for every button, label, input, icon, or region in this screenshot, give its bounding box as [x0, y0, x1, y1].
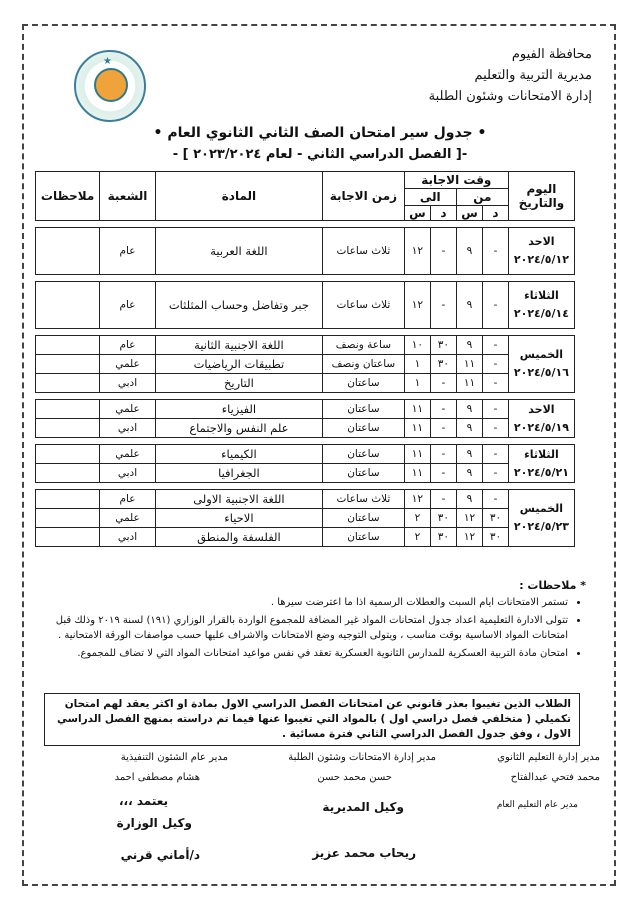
from-minute-cell: - — [483, 355, 509, 374]
from-minute-cell: - — [483, 464, 509, 483]
table-row — [36, 419, 575, 438]
notes-cell — [36, 419, 100, 438]
branch-cell: علمي — [100, 445, 156, 464]
header-to-hour: س — [404, 206, 430, 221]
from-hour-cell: ١٢ — [456, 509, 482, 528]
branch-cell: عام — [100, 282, 156, 329]
to-hour-cell: ٢ — [404, 509, 430, 528]
table-row — [36, 355, 575, 374]
from-minute-cell: - — [483, 228, 509, 275]
notes-cell — [36, 445, 100, 464]
issuing-authority — [429, 44, 592, 107]
from-hour-cell: ١١ — [456, 374, 482, 393]
subject-cell: اللغة الاجنبية الاولى — [155, 490, 322, 509]
to-minute-cell: - — [431, 228, 457, 275]
header-answer-time: وقت الاجابة — [404, 172, 508, 189]
exam-schedule-table — [35, 171, 575, 547]
from-minute-cell: - — [483, 336, 509, 355]
notes-cell — [36, 228, 100, 275]
directorate: مديرية التربية والتعليم — [474, 68, 592, 83]
subject-cell: اللغة الاجنبية الثانية — [155, 336, 322, 355]
duration-cell: ساعتان — [323, 400, 405, 419]
minister-deputy-title: وكيل الوزارة — [116, 816, 192, 830]
exam-date: ٢٠٢٤/٥/١٦ — [513, 366, 569, 379]
to-hour-cell: ١٢ — [404, 490, 430, 509]
day-name: الخميس — [519, 502, 564, 515]
from-hour-cell: ٩ — [456, 490, 482, 509]
subject-cell: اللغة العربية — [155, 228, 322, 275]
branch-cell: ادبي — [100, 419, 156, 438]
from-minute-cell: - — [483, 445, 509, 464]
subject-cell: علم النفس والاجتماع — [155, 419, 322, 438]
minister-deputy-name: د/أماني قرني — [120, 848, 200, 862]
duration-cell: ثلاث ساعات — [323, 490, 405, 509]
day-date-cell — [508, 445, 574, 483]
to-hour-cell: ١١ — [404, 464, 430, 483]
exam-date: ٢٠٢٤/٥/٢١ — [513, 465, 569, 479]
ministry-logo-icon: ★ — [74, 50, 146, 122]
table-row — [36, 282, 575, 329]
to-minute-cell: - — [431, 445, 457, 464]
header-from-hour: س — [456, 206, 482, 221]
department: إدارة الامتحانات وشئون الطلبة — [428, 89, 592, 104]
day-name: الخميس — [519, 348, 564, 361]
branch-cell: علمي — [100, 400, 156, 419]
deputy-director-title: وكيل المديرية — [322, 800, 404, 814]
day-date-cell — [508, 336, 574, 393]
duration-cell: ساعتان — [323, 445, 405, 464]
notes-cell — [36, 336, 100, 355]
from-minute-cell: - — [483, 400, 509, 419]
day-date-cell — [508, 282, 574, 329]
table-row — [36, 400, 575, 419]
branch-cell: علمي — [100, 355, 156, 374]
notes-cell — [36, 528, 100, 547]
notes-cell — [36, 400, 100, 419]
subject-cell: الاحياء — [155, 509, 322, 528]
to-hour-cell: ١ — [404, 374, 430, 393]
to-hour-cell: ١٢ — [404, 228, 430, 275]
to-hour-cell: ١١ — [404, 419, 430, 438]
document-title: • جدول سير امتحان الصف الثاني الثانوي العام • — [153, 125, 487, 141]
from-hour-cell: ٩ — [456, 419, 482, 438]
subject-cell: الجغرافيا — [155, 464, 322, 483]
exams-director-title: مدير إدارة الامتحانات وشئون الطلبة — [288, 752, 436, 763]
subject-cell: التاريخ — [155, 374, 322, 393]
to-hour-cell: ١٠ — [404, 336, 430, 355]
header-day-date: اليوم والتاريخ — [508, 172, 574, 221]
approved-label: يعتمد ،،، — [118, 794, 168, 808]
duration-cell: ساعتان — [323, 419, 405, 438]
to-minute-cell: - — [431, 419, 457, 438]
notes-section — [40, 578, 586, 664]
branch-cell: علمي — [100, 509, 156, 528]
exam-date: ٢٠٢٤/٥/١٩ — [513, 420, 569, 434]
header-to: الى — [404, 189, 456, 206]
to-minute-cell: - — [431, 400, 457, 419]
notes-cell — [36, 509, 100, 528]
to-hour-cell: ١١ — [404, 400, 430, 419]
header-notes: ملاحظات — [36, 172, 100, 221]
from-hour-cell: ٩ — [456, 282, 482, 329]
header-subject: المادة — [155, 172, 322, 221]
notes-heading: * ملاحظات : — [519, 579, 586, 592]
day-name: الاحد — [528, 235, 555, 248]
note-item: • امتحان مادة التربية العسكرية للمدارس الثانوية العسكرية تعقد في نفس مواعيد امتحانات المواد التي لا تضاف للمجموع. — [40, 646, 568, 661]
branch-cell: عام — [100, 228, 156, 275]
governorate: محافظة الفيوم — [511, 47, 592, 62]
branch-cell: عام — [100, 490, 156, 509]
to-hour-cell: ١١ — [404, 445, 430, 464]
exams-director-name: حسن محمد حسن — [317, 772, 392, 783]
sec-director-title: مدير إدارة التعليم الثانوي — [497, 752, 600, 763]
duration-cell: ثلاث ساعات — [323, 228, 405, 275]
notes-cell — [36, 464, 100, 483]
duration-cell: ساعة ونصف — [323, 336, 405, 355]
exam-date: ٢٠٢٤/٥/٢٣ — [513, 520, 569, 533]
makeup-exam-notice: الطلاب الذين تغيبوا بعذر قانوني عن امتحانات الفصل الدراسي الاول بمادة او اكثر يعقد لهم امتحان تكميلي ( متخلفي فصل دراسي اول ) بالمواد التي تغيبوا عنها فيما تم دراسته بمنهج الفصل الدراسي الاول ، وفق جدول الفصل الدراسي الثاني فترة مسائية . — [44, 693, 580, 746]
exec-director-name: هشام مصطفى احمد — [114, 772, 200, 783]
to-hour-cell: ١٢ — [404, 282, 430, 329]
branch-cell: ادبي — [100, 464, 156, 483]
duration-cell: ساعتان — [323, 528, 405, 547]
day-name: الاحد — [528, 402, 555, 416]
duration-cell: ساعتان — [323, 509, 405, 528]
from-hour-cell: ٩ — [456, 464, 482, 483]
from-minute-cell: - — [483, 282, 509, 329]
day-name: الثلاثاء — [524, 447, 559, 461]
table-row — [36, 228, 575, 275]
header-duration: زمن الاجابة — [323, 172, 405, 221]
table-row — [36, 445, 575, 464]
branch-cell: ادبي — [100, 528, 156, 547]
exec-director-title: مدير عام الشئون التنفيذية — [120, 752, 228, 763]
day-date-cell — [508, 400, 574, 438]
deputy-director-name: ريحاب محمد عزيز — [312, 846, 416, 860]
to-hour-cell: ٢ — [404, 528, 430, 547]
header-to-minute: د — [431, 206, 457, 221]
to-minute-cell: - — [431, 374, 457, 393]
header-from: من — [456, 189, 508, 206]
to-minute-cell: ٣٠ — [431, 509, 457, 528]
from-hour-cell: ١١ — [456, 355, 482, 374]
day-name: الثلاثاء — [524, 289, 559, 302]
table-row — [36, 336, 575, 355]
subject-cell: جبر وتفاضل وحساب المثلثات — [155, 282, 322, 329]
from-hour-cell: ٩ — [456, 228, 482, 275]
subject-cell: تطبيقات الرياضيات — [155, 355, 322, 374]
table-row — [36, 464, 575, 483]
from-minute-cell: - — [483, 490, 509, 509]
from-minute-cell: - — [483, 374, 509, 393]
subject-cell: الفلسفة والمنطق — [155, 528, 322, 547]
from-hour-cell: ٩ — [456, 400, 482, 419]
to-minute-cell: - — [431, 282, 457, 329]
from-minute-cell: - — [483, 419, 509, 438]
subject-cell: الفيزياء — [155, 400, 322, 419]
header-branch: الشعبة — [100, 172, 156, 221]
to-minute-cell: - — [431, 490, 457, 509]
notes-cell — [36, 355, 100, 374]
gen-ed-director-title: مدير عام التعليم العام — [496, 800, 578, 810]
to-minute-cell: ٣٠ — [431, 336, 457, 355]
notes-cell — [36, 282, 100, 329]
header-from-minute: د — [483, 206, 509, 221]
from-minute-cell: ٣٠ — [483, 528, 509, 547]
notes-cell — [36, 490, 100, 509]
duration-cell: ساعتان — [323, 464, 405, 483]
note-item: • تستمر الامتحانات ايام السبت والعطلات الرسمية اذا ما اعترضت سيرها . — [40, 595, 568, 610]
to-minute-cell: ٣٠ — [431, 528, 457, 547]
day-date-cell — [508, 490, 574, 547]
table-row — [36, 374, 575, 393]
branch-cell: عام — [100, 336, 156, 355]
notes-cell — [36, 374, 100, 393]
branch-cell: ادبي — [100, 374, 156, 393]
from-hour-cell: ١٢ — [456, 528, 482, 547]
to-minute-cell: - — [431, 464, 457, 483]
day-date-cell — [508, 228, 574, 275]
table-row — [36, 509, 575, 528]
document-subtitle: -[ الفصل الدراسي الثاني - لعام ٢٠٢٣/٢٠٢٤ ] - — [172, 147, 468, 162]
duration-cell: ساعتان — [323, 374, 405, 393]
exam-date: ٢٠٢٤/٥/١٤ — [513, 307, 569, 320]
subject-cell: الكيمياء — [155, 445, 322, 464]
from-hour-cell: ٩ — [456, 445, 482, 464]
to-hour-cell: ١ — [404, 355, 430, 374]
table-row — [36, 490, 575, 509]
to-minute-cell: ٣٠ — [431, 355, 457, 374]
from-hour-cell: ٩ — [456, 336, 482, 355]
from-minute-cell: ٣٠ — [483, 509, 509, 528]
table-row — [36, 528, 575, 547]
sec-director-name: محمد فتحي عبدالفتاح — [510, 772, 600, 783]
duration-cell: ثلاث ساعات — [323, 282, 405, 329]
exam-date: ٢٠٢٤/٥/١٢ — [513, 253, 569, 266]
note-item: • تتولى الادارة التعليمية اعداد جدول امتحانات المواد غير المضافة للمجموع الواردة بالقرار الوزاري (١٩١) لسنة ٢٠١٩ وذلك قبل امتحانات المواد الاساسية بوقت مناسب ، ويتولى التوجيه وضع الامتحانات والاشراف عليها حسب مواصفات الورقة الامتحانية . — [40, 613, 568, 643]
duration-cell: ساعتان ونصف — [323, 355, 405, 374]
